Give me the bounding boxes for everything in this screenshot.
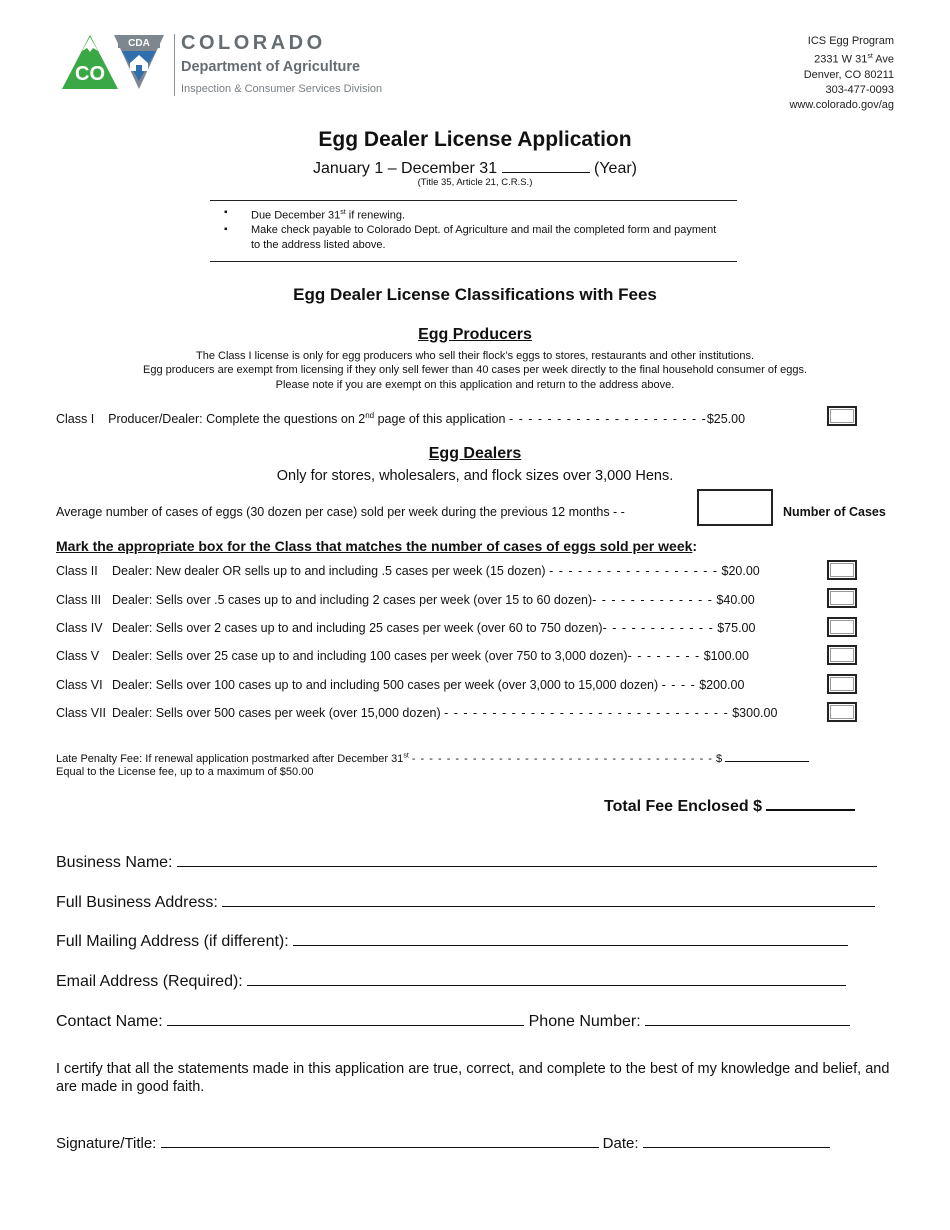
late-fee-amount-line[interactable] <box>725 751 809 762</box>
producers-para-1: The Class I license is only for egg producers who sell their flock’s eggs to stores, restaurants and other institutions. <box>195 350 754 362</box>
average-cases-row: Average number of cases of eggs (30 dozen per case) sold per week during the previous 12 months - - <box>56 505 625 519</box>
total-fee-line[interactable] <box>766 794 855 811</box>
certification-statement: I certify that all the statements made in this application are true, correct, and complete to the best of my knowledge and belief, and are made in good faith. <box>56 1061 890 1095</box>
division-name: Inspection & Consumer Services Division <box>181 83 383 95</box>
mailing-address-row: Full Mailing Address (if different): <box>56 930 848 951</box>
phone-number-input[interactable] <box>645 1010 850 1026</box>
class-2-row: Class II Dealer: New dealer OR sells up to and including .5 cases per week (15 dozen) - - - - - - - - - - - - - - - - - - $20.00 <box>56 564 760 578</box>
class-6-row: Class VI Dealer: Sells over 100 cases up to and including 500 cases per week (over 3,000 to 15,000 dozen) - - - - $200.00 <box>56 678 745 692</box>
class-3-row: Class III Dealer: Sells over .5 cases up to and including 2 cases per week (over 15 to 60 dozen)- - - - - - - - - - - - - $40.00 <box>56 593 755 607</box>
header-divider <box>174 34 175 96</box>
address-line-website[interactable]: www.colorado.gov/ag <box>789 98 894 111</box>
class-6-checkbox[interactable] <box>827 674 857 694</box>
address-line-program: ICS Egg Program <box>807 35 894 47</box>
mailing-address-block <box>789 34 894 113</box>
class-7-row: Class VII Dealer: Sells over 500 cases per week (over 15,000 dozen) - - - - - - - - - - - - - - - - - - - - - - - - - - - - - - $300.00 <box>56 706 778 720</box>
list-item: ▪ Due December 31st if renewing. <box>230 206 750 223</box>
class-7-checkbox[interactable] <box>827 702 857 722</box>
producers-heading: Egg Producers <box>418 326 532 343</box>
producers-para-2: Egg producers are exempt from licensing if they only sell fewer than 40 cases per week directly to the final household consumer of eggs. <box>142 364 808 376</box>
class-4-checkbox[interactable] <box>827 617 857 637</box>
department-name: Department of Agriculture <box>181 59 361 75</box>
class-1-row: Class I Producer/Dealer: Complete the questions on 2nd page of this application - - - - - - - - - - - - - - - - - - - - -$25.00 <box>56 411 746 427</box>
late-fee-row: Late Penalty Fee: If renewal application postmarked after December 31st - - - - - - - - - - - - - - - - - - - - - - - - - - - - - - - - - - - $ <box>56 751 809 765</box>
signature-input[interactable] <box>161 1132 599 1148</box>
business-address-row: Full Business Address: <box>56 891 875 912</box>
number-of-cases-label: Number of Cases <box>783 505 886 519</box>
contact-name-input[interactable] <box>167 1010 524 1026</box>
signature-row: Signature/Title: Date: <box>56 1132 830 1152</box>
divider-bottom <box>210 261 737 262</box>
page-title: Egg Dealer License Application <box>318 128 632 151</box>
mailing-address-input[interactable] <box>293 930 848 946</box>
producers-para-3: Please note if you are exempt on this application and return to the address above. <box>275 379 675 391</box>
class-3-checkbox[interactable] <box>827 588 857 608</box>
address-line-street: 2331 W 31st Ave <box>814 53 894 66</box>
list-item: ▪ Make check payable to Colorado Dept. of Agriculture and mail the completed form and payment to the address listed above. <box>230 223 726 252</box>
class-5-checkbox[interactable] <box>827 645 857 665</box>
classifications-title: Egg Dealer License Classifications with Fees <box>293 285 657 304</box>
statute-reference: (Title 35, Article 21, C.R.S.) <box>417 177 533 188</box>
dealers-subheading: Only for stores, wholesalers, and flock sizes over 3,000 Hens. <box>276 468 674 484</box>
email-input[interactable] <box>247 970 846 986</box>
date-input[interactable] <box>643 1132 830 1148</box>
logo-co-letters: CO <box>75 63 105 85</box>
total-fee-row: Total Fee Enclosed $ <box>604 794 855 816</box>
class-4-row: Class IV Dealer: Sells over 2 cases up to and including 25 cases per week (over 60 to 750 dozen)- - - - - - - - - - - - $75.00 <box>56 621 756 635</box>
business-name-row: Business Name: <box>56 851 877 872</box>
contact-row: Contact Name: Phone Number: <box>56 1010 850 1031</box>
address-line-phone: 303-477-0093 <box>825 83 894 96</box>
business-name-input[interactable] <box>177 851 877 867</box>
class-2-checkbox[interactable] <box>827 560 857 580</box>
cda-logo-icon <box>60 33 166 91</box>
org-name: COLORADO <box>181 32 326 54</box>
business-address-input[interactable] <box>222 891 875 907</box>
divider-top <box>210 200 737 201</box>
late-fee-note: Equal to the License fee, up to a maximum of $50.00 <box>56 766 314 778</box>
email-row: Email Address (Required): <box>56 970 846 991</box>
class-instruction: Mark the appropriate box for the Class that matches the number of cases of eggs sold per week: <box>56 538 698 554</box>
class-5-row: Class V Dealer: Sells over 25 case up to and including 100 cases per week (over 750 to 3,000 dozen)- - - - - - - - $100.00 <box>56 649 749 663</box>
year-input-line[interactable] <box>502 157 590 173</box>
instructions-list <box>230 206 750 252</box>
logo-cda-badge: CDA <box>128 38 150 49</box>
address-line-city: Denver, CO 80211 <box>803 68 894 81</box>
dealers-heading: Egg Dealers <box>428 445 522 462</box>
cases-per-week-input[interactable] <box>697 489 773 526</box>
class-1-checkbox[interactable] <box>827 406 857 426</box>
license-period: January 1 – December 31 (Year) <box>0 157 950 178</box>
